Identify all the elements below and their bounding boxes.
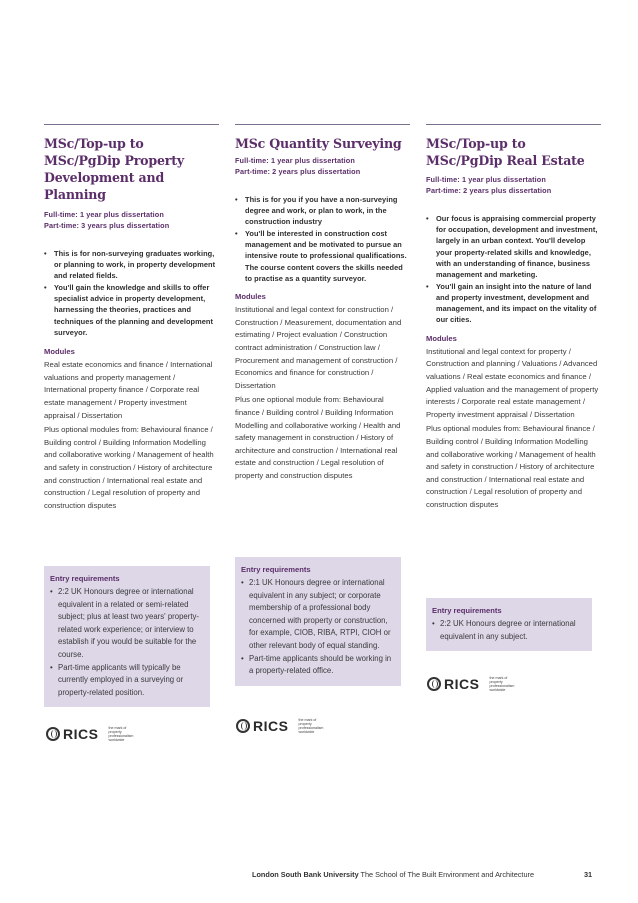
part-time-duration: Part-time: 2 years plus dissertation xyxy=(426,186,552,196)
entry-requirements-list xyxy=(241,577,395,678)
optional-modules: Plus optional modules from: Behavioural finance / Building control / Building Information Modelling and collaborative working / Management of health and safety in construction / History of architecture and construction / International real estate and construction / Legal resolution of property and construction disputes xyxy=(426,424,596,509)
footer-school: The School of The Built Environment and Architecture xyxy=(360,870,534,879)
modules-heading: Modules xyxy=(426,333,457,343)
part-time-duration: Part-time: 3 years plus dissertation xyxy=(44,221,170,231)
core-modules: Real estate economics and finance / International valuations and property management / International property finance / Corporate real estate management / Property investment appraisal / Dissertation xyxy=(44,360,213,420)
highlight-item: • Our focus is appraising commercial property for occupation, development and investment, largely in an urban context. You'll develop your property-related skills and knowledge, with an understanding of finance, business management and marketing. xyxy=(426,213,601,281)
entry-requirements-box xyxy=(44,566,210,707)
core-modules: Institutional and legal context for construction / Construction / Measurement, documentation and estimating / Project evaluation / Construction contract administration / Construction law / Procurement and management of construction / Economics and finance for construction / Dissertation xyxy=(235,305,402,390)
core-modules: Institutional and legal context for property / Construction and planning / Valuations / Advanced valuations / Real estate economics and finance / Applied valuation and the management of property interests / Corporate real estate management / Property investment appraisal / Dissertation xyxy=(426,346,599,419)
entry-requirements-box xyxy=(235,557,401,686)
rics-logo xyxy=(46,726,138,742)
highlight-item: • You'll be interested in construction cost management and be motivated to pursue an intensive route to professional qualifications. The course content covers the skills needed to practise as a quantity surveyor. xyxy=(235,228,410,284)
rics-globe-icon xyxy=(236,719,250,733)
programme-column-real-estate xyxy=(426,124,601,512)
entry-requirement-item: • Part-time applicants will typically be currently employed in a surveying or property-related position. xyxy=(50,662,204,700)
entry-requirement-item: • 2:1 UK Honours degree or international equivalent in any subject; or corporate membership of a professional body concerned with property or construction, for example, CIOB, RIBA, RTPI, CIOH or other relevant body of equal standing. xyxy=(241,577,395,653)
rics-globe-icon xyxy=(427,677,441,691)
rics-logo xyxy=(236,718,328,734)
part-time-duration: Part-time: 2 years plus dissertation xyxy=(235,167,361,177)
highlight-item: • You'll gain an insight into the nature of land and property investment, development and management, and its impact on the vitality of our cities. xyxy=(426,281,601,326)
highlight-item: • You'll gain the knowledge and skills to offer specialist advice in property development, harnessing the theories, practices and techniques of the planning and development surveyor. xyxy=(44,282,219,338)
rics-tagline: the mark of property professionalism worldwide xyxy=(108,726,134,742)
column-rule xyxy=(426,124,601,125)
modules-heading: Modules xyxy=(235,292,266,302)
full-time-duration: Full-time: 1 year plus dissertation xyxy=(235,156,355,165)
column-rule xyxy=(44,124,219,125)
rics-logo xyxy=(427,676,519,692)
programme-title: MSc Quantity Surveying xyxy=(235,136,402,151)
entry-requirement-item: • 2:2 UK Honours degree or international equivalent in a related or semi-related subject; plus at least two years' property-related work experience; or interview to establish if you would be suitable for the course. xyxy=(50,586,204,662)
modules-heading: Modules xyxy=(44,347,75,357)
rics-globe-icon xyxy=(46,727,60,741)
highlight-item: • This is for non-surveying graduates working, or planning to work, in property development and related fields. xyxy=(44,248,219,282)
entry-requirements-list xyxy=(50,586,204,699)
optional-modules: Plus one optional module from: Behavioural finance / Building control / Building Information Modelling and collaborative working / Health and safety management in construction / History of architecture and construction / International real estate and construction / Legal resolution of property and construction disputes xyxy=(235,395,401,480)
rics-tagline: the mark of property professionalism worldwide xyxy=(489,676,515,692)
entry-requirements-heading: Entry requirements xyxy=(432,606,502,615)
entry-requirements-heading: Entry requirements xyxy=(50,574,120,583)
rics-wordmark: RICS xyxy=(444,676,480,692)
programme-title: MSc/Top-up to MSc/PgDip Property Development and Planning xyxy=(44,136,184,202)
column-rule xyxy=(235,124,410,125)
programme-column-property-development xyxy=(44,124,219,512)
entry-requirement-item: • 2:2 UK Honours degree or international equivalent in any subject. xyxy=(432,618,586,643)
highlight-item: • This is for you if you have a non-surveying degree and work, or plan to work, in the construction industry xyxy=(235,194,410,228)
full-time-duration: Full-time: 1 year plus dissertation xyxy=(426,175,546,184)
entry-requirements-list xyxy=(432,618,586,643)
highlights-list xyxy=(426,213,601,326)
rics-tagline: the mark of property professionalism worldwide xyxy=(298,718,324,734)
entry-requirement-item: • Part-time applicants should be working in a property-related office. xyxy=(241,653,395,678)
page-number: 31 xyxy=(584,870,593,879)
full-time-duration: Full-time: 1 year plus dissertation xyxy=(44,210,164,219)
rics-wordmark: RICS xyxy=(63,726,99,742)
optional-modules: Plus optional modules from: Behavioural finance / Building control / Building Information Modelling and collaborative working / Management of health and safety in construction / History of architecture and construction / International real estate and construction / Legal resolution of property and construction disputes xyxy=(44,425,214,510)
highlights-list xyxy=(235,194,410,284)
highlights-list xyxy=(44,248,219,338)
footer-university: London South Bank University xyxy=(252,870,359,879)
programme-column-quantity-surveying xyxy=(235,124,410,483)
rics-wordmark: RICS xyxy=(253,718,289,734)
entry-requirements-box xyxy=(426,598,592,651)
page-footer xyxy=(252,870,534,879)
programme-title: MSc/Top-up to MSc/PgDip Real Estate xyxy=(426,136,585,168)
entry-requirements-heading: Entry requirements xyxy=(241,565,311,574)
